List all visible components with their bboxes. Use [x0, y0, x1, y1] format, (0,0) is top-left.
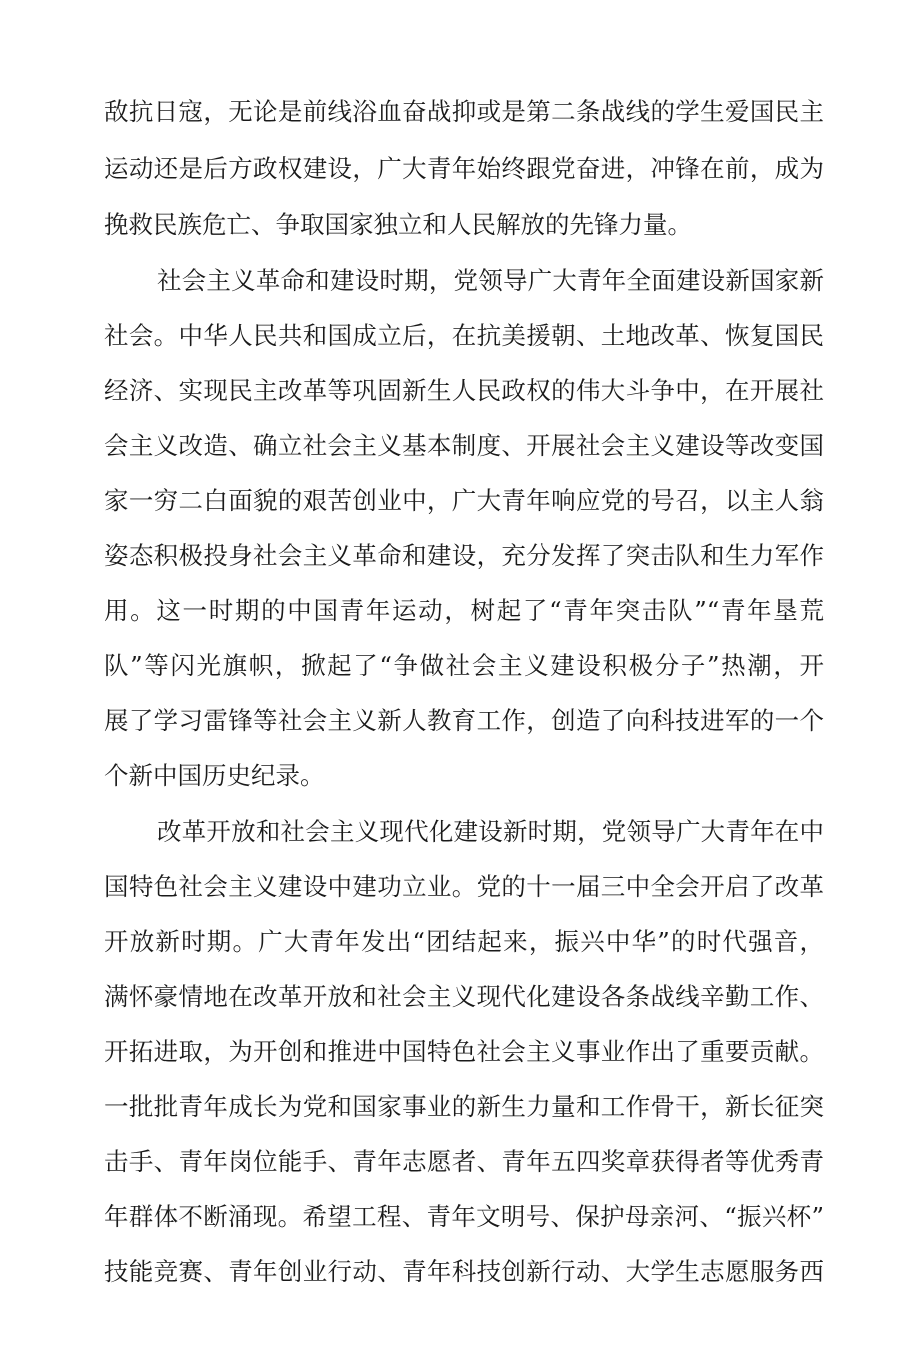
text-line: 开拓进取，为开创和推进中国特色社会主义事业作出了重要贡献。	[104, 1037, 824, 1066]
text-line: 用。这一时期的中国青年运动，树起了“青年突击队”“青年垦荒	[104, 596, 824, 625]
text-line: 开放新时期。广大青年发出“团结起来，振兴中华”的时代强音，	[104, 927, 824, 956]
text-line: 社会。中华人民共和国成立后，在抗美援朝、土地改革、恢复国民	[104, 321, 824, 350]
text-line: 挽救民族危亡、争取国家独立和人民解放的先锋力量。	[104, 210, 692, 239]
text-line: 技能竞赛、青年创业行动、青年科技创新行动、大学生志愿服务西	[104, 1257, 824, 1286]
text-line: 国特色社会主义建设中建功立业。党的十一届三中全会开启了改革	[104, 872, 824, 901]
text-line: 家一穷二白面貌的艰苦创业中，广大青年响应党的号召，以主人翁	[104, 486, 824, 515]
text-line: 经济、实现民主改革等巩固新生人民政权的伟大斗争中，在开展社	[104, 376, 824, 405]
text-line: 姿态积极投身社会主义革命和建设，充分发挥了突击队和生力军作	[104, 541, 824, 570]
text-line: 会主义改造、确立社会主义基本制度、开展社会主义建设等改变国	[104, 431, 824, 460]
text-line: 运动还是后方政权建设，广大青年始终跟党奋进，冲锋在前，成为	[104, 154, 824, 183]
text-line: 满怀豪情地在改革开放和社会主义现代化建设各条战线辛勤工作、	[104, 982, 824, 1011]
paragraph-first-line: 社会主义革命和建设时期，党领导广大青年全面建设新国家新	[157, 266, 824, 295]
text-line: 击手、青年岗位能手、青年志愿者、青年五四奖章获得者等优秀青	[104, 1147, 824, 1176]
text-line: 个新中国历史纪录。	[104, 761, 325, 790]
text-line: 一批批青年成长为党和国家事业的新生力量和工作骨干，新长征突	[104, 1092, 824, 1121]
paragraph-first-line: 改革开放和社会主义现代化建设新时期，党领导广大青年在中	[157, 817, 824, 846]
text-line: 年群体不断涌现。希望工程、青年文明号、保护母亲河、“振兴杯”	[104, 1202, 824, 1231]
text-line: 队”等闪光旗帜，掀起了“争做社会主义建设积极分子”热潮，开	[104, 651, 824, 680]
text-line: 敌抗日寇，无论是前线浴血奋战抑或是第二条战线的学生爱国民主	[104, 97, 824, 126]
text-line: 展了学习雷锋等社会主义新人教育工作，创造了向科技进军的一个	[104, 706, 824, 735]
